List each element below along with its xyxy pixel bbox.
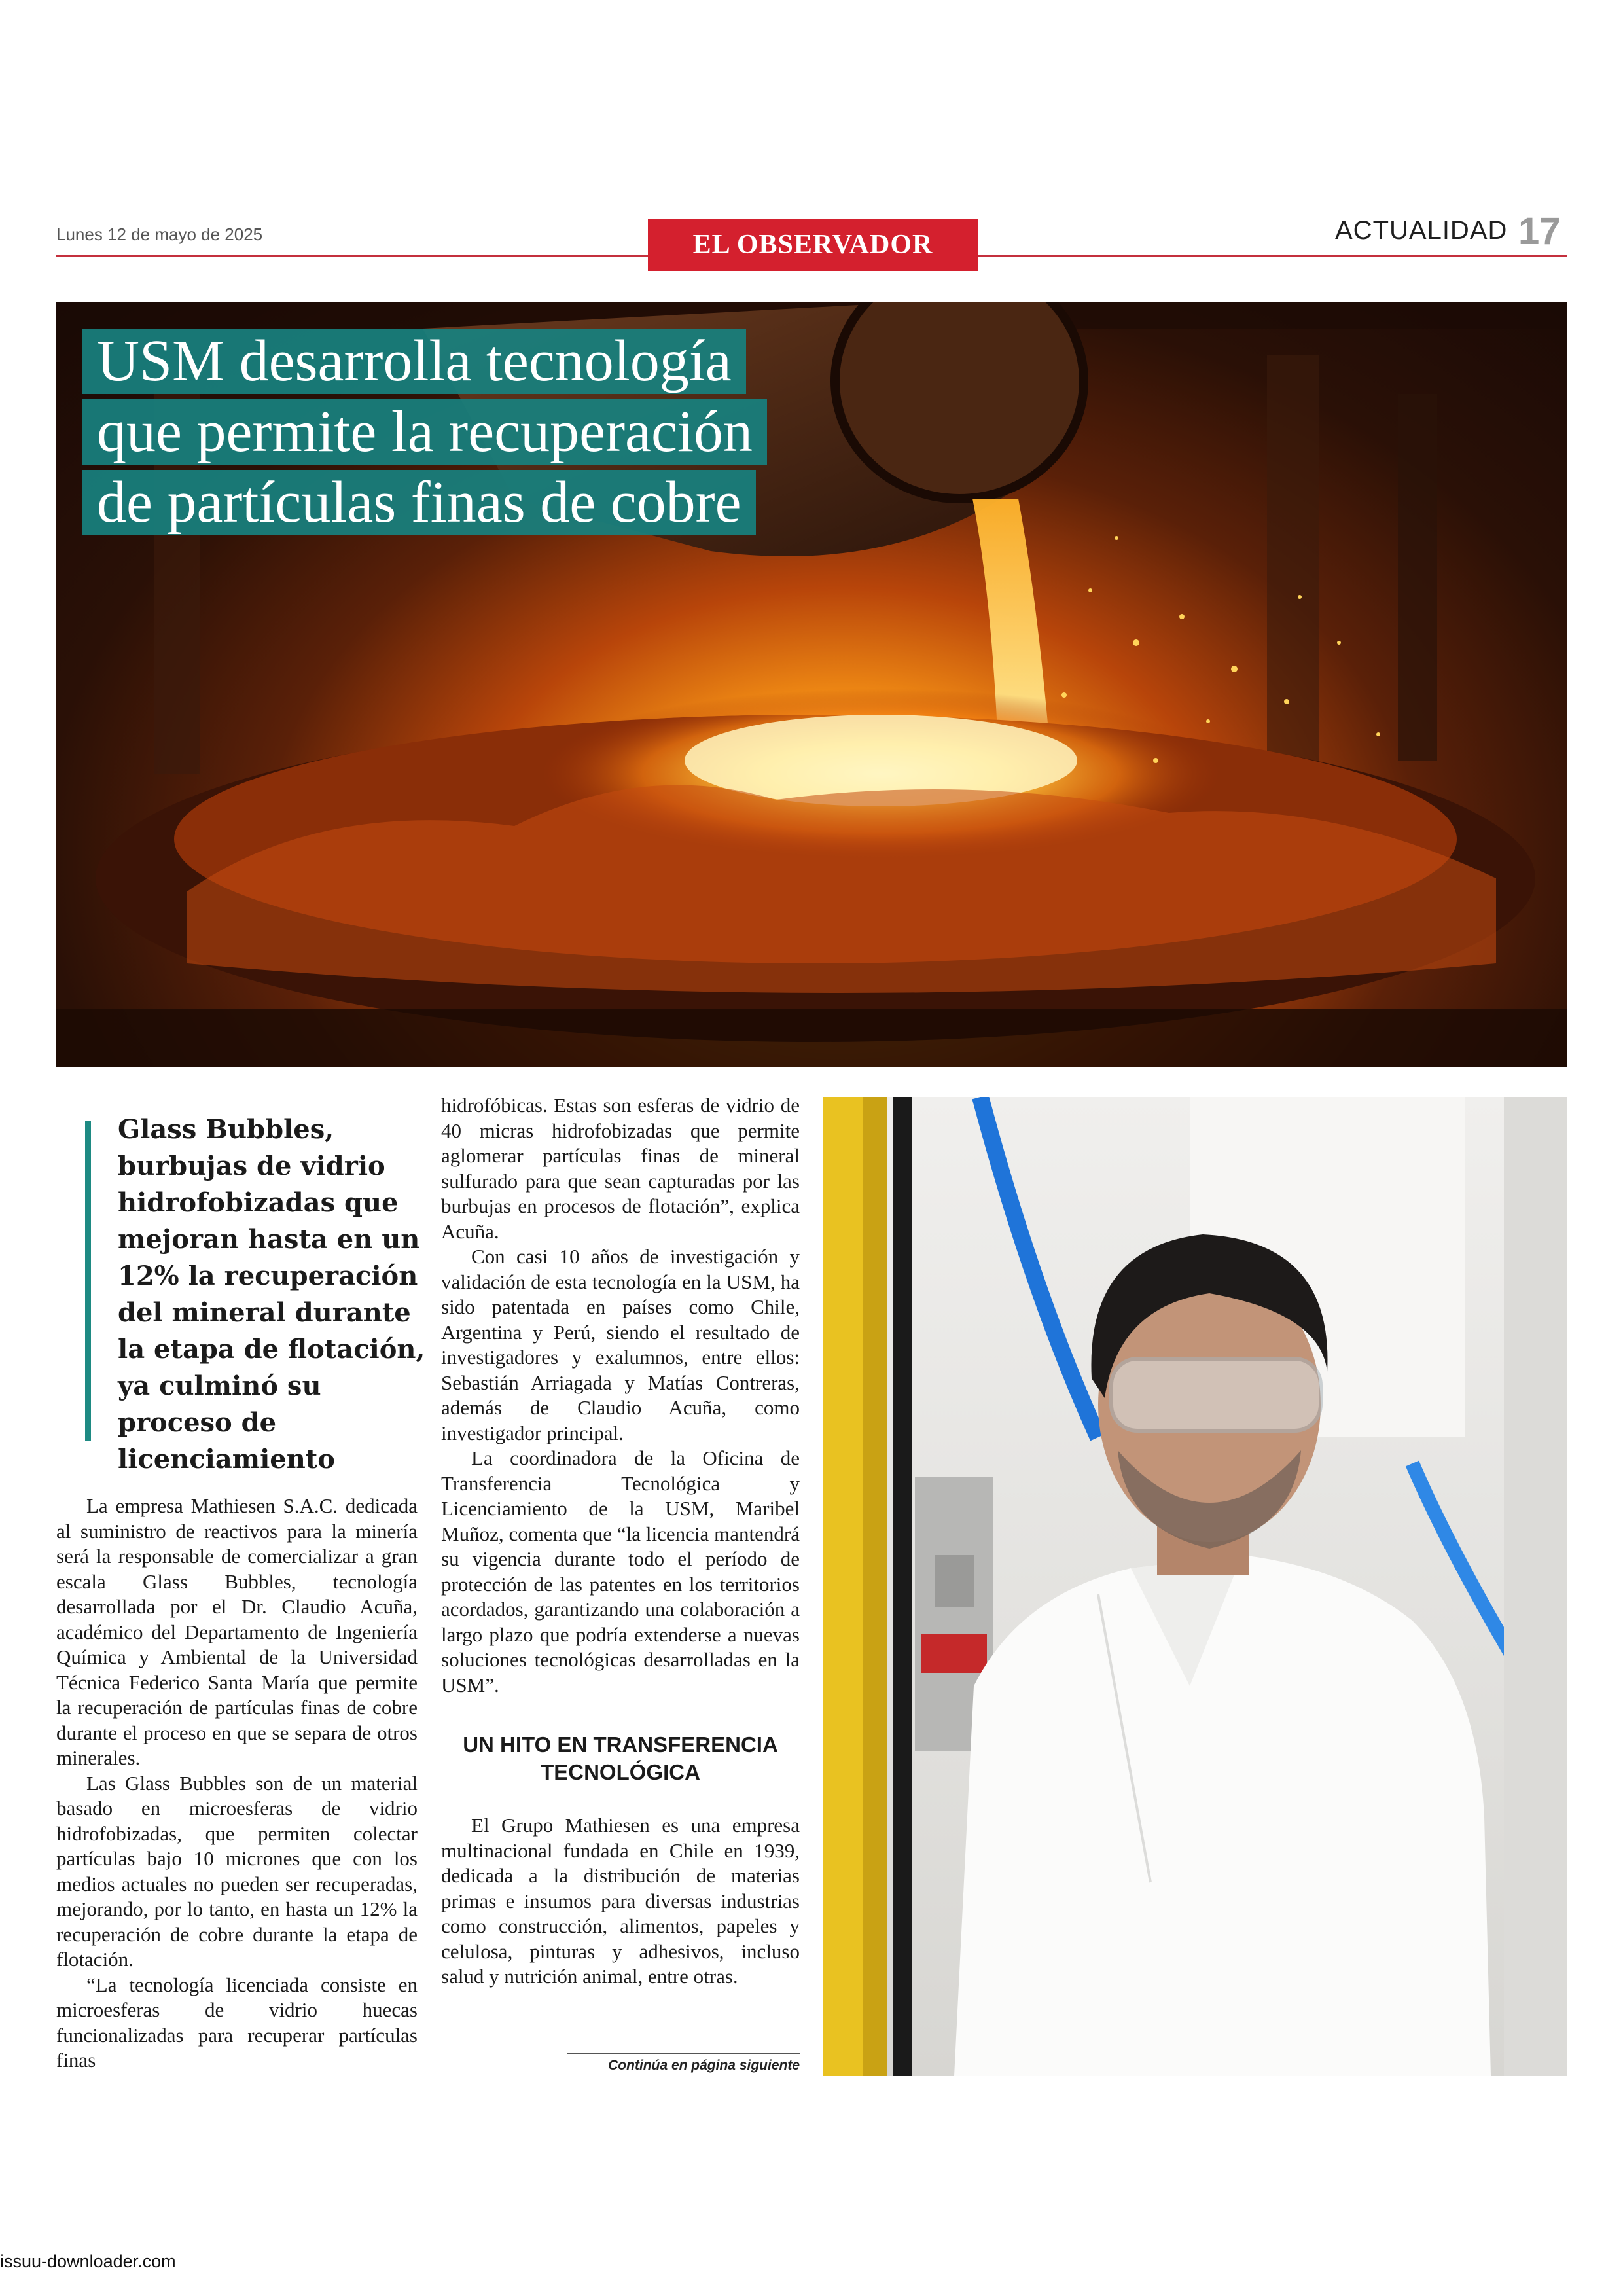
continued-rule: [567, 2053, 800, 2054]
issue-date: Lunes 12 de mayo de 2025: [56, 224, 263, 244]
body-column-2: [441, 1093, 800, 1698]
lead-accent-bar: [85, 1121, 91, 1441]
body-column-1: [56, 1494, 418, 2073]
masthead-logo: EL OBSERVADOR: [648, 219, 978, 271]
portrait-photo-researcher: [823, 1097, 1567, 2076]
hero-image-molten-copper: [56, 302, 1567, 1067]
source-watermark: issuu-downloader.com: [0, 2251, 176, 2271]
page-number: 17: [1518, 210, 1561, 253]
body-column-2-continued: [441, 1813, 800, 1990]
body-paragraph: Con casi 10 años de investigación y validación de esta tecnología en la USM, ha sido patentada en países como Chile, Argentina y Perú, siendo el resultado de investigadores y exalumnos, entre ellos: Sebastián Arriagada y Matías Contreras, además de Claudio Acuña, como investigador principal.: [441, 1245, 800, 1444]
subheading: UN HITO EN TRANSFERENCIA TECNOLÓGICA: [463, 1732, 778, 1784]
body-paragraph: La coordinadora de la Oficina de Transferencia Tecnológica y Licenciamiento de la USM, Maribel Muñoz, comenta que “la licencia mantendrá su vigencia durante todo el período de protección de las patentes en los territorios acordados, garantizando una colaboración a largo plazo que podría extenderse a nuevas soluciones tecnológicas desarrolladas en la USM”.: [441, 1446, 800, 1696]
headline-line-2: que permite la recuperación: [82, 399, 767, 465]
continued-note: Continúa en página siguiente: [608, 2058, 800, 2073]
lead-paragraph: Glass Bubbles, burbujas de vidrio hidrofobizadas que mejoran hasta en un 12% la recuperación del mineral durante la etapa de flotación, ya culminó su proceso de licenciamiento: [118, 1114, 425, 1475]
section-name: ACTUALIDAD: [1335, 216, 1508, 245]
body-paragraph: Las Glass Bubbles son de un material basado en microesferas de vidrio hidrofobizadas, que permiten colectar partículas bajo 10 micrones que con los medios actuales no pueden ser recuperadas, mejorando, por lo tanto, en hasta un 12% la recuperación de cobre durante la etapa de flotación.: [56, 1771, 418, 1971]
body-paragraph: hidrofóbicas. Estas son esferas de vidrio de 40 micras hidrofobizadas que permite aglomerar partículas finas de mineral sulfurado para que sean capturadas por las burbujas en procesos de flotación”, explica Acuña.: [441, 1094, 800, 1243]
body-paragraph: La empresa Mathiesen S.A.C. dedicada al suministro de reactivos para la minería será la responsable de comercializar a gran escala Glass Bubbles, tecnología desarrollada por el Dr. Claudio Acuña, académico del Departamento de Ingeniería Química y Ambiental de la Universidad Técnica Federico Santa María que permite la recuperación de partículas finas de cobre durante el proceso en que se separa de otros minerales.: [56, 1494, 418, 1769]
portrait-illustration: [823, 1097, 1567, 2076]
headline-line-1: USM desarrolla tecnología: [82, 329, 746, 394]
body-paragraph: El Grupo Mathiesen es una empresa multinacional fundada en Chile en 1939, dedicada a la distribución de materias primas e insumos para diversas industrias como construcción, alimentos, papeles y celulosa, pinturas y adhesivos, incluso salud y nutrición animal, entre otras.: [441, 1814, 800, 1988]
body-paragraph: “La tecnología licenciada consiste en microesferas de vidrio huecas funcionalizadas para recuperar partículas finas: [56, 1973, 418, 2072]
headline-line-3: de partículas finas de cobre: [82, 470, 756, 535]
